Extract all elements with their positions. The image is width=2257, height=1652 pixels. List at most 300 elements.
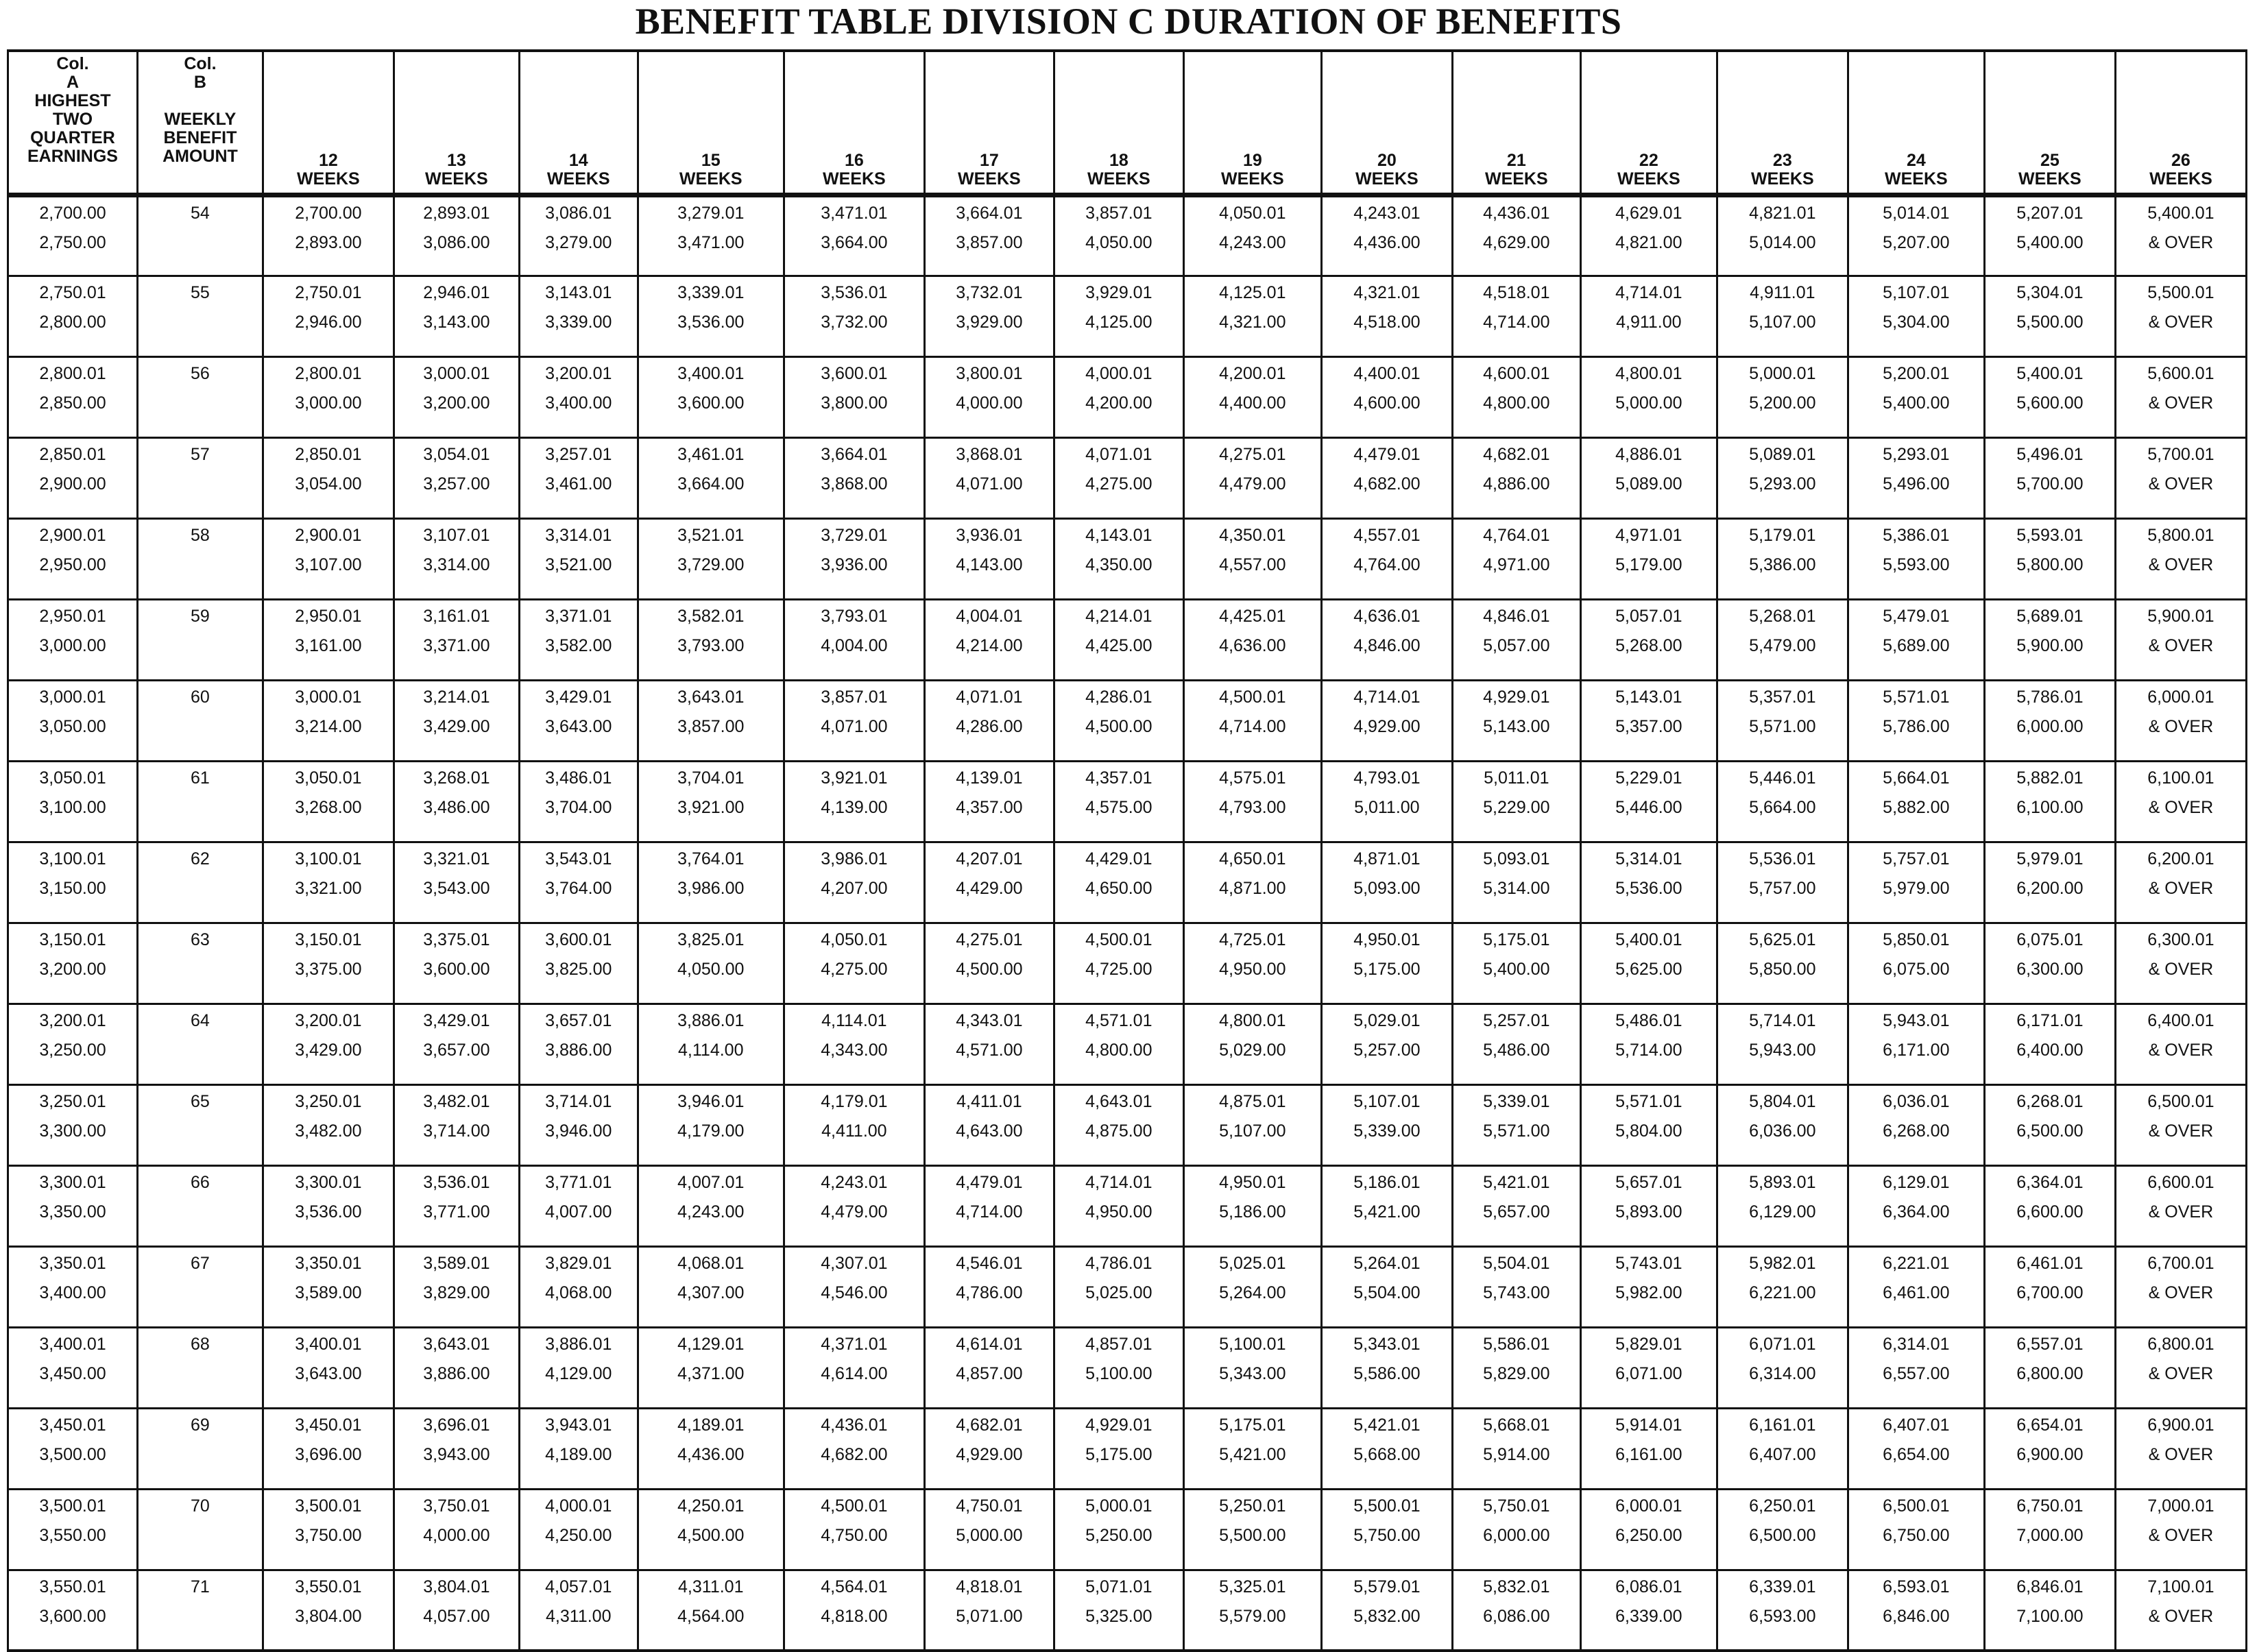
range-high: 3,086.00	[423, 232, 490, 252]
range-high: 5,207.00	[1883, 232, 1950, 252]
range-high: 3,868.00	[821, 474, 888, 494]
weeks-range-cell	[924, 437, 1054, 518]
range-low: 3,771.01	[545, 1172, 612, 1192]
range-low: 3,350.01	[295, 1253, 362, 1273]
range-high: 5,421.00	[1353, 1202, 1421, 1222]
weeks-range-cell	[1183, 195, 1321, 276]
weeks-range-cell	[2115, 518, 2246, 599]
range-high: 4,821.00	[1615, 232, 1682, 252]
range-low: 6,700.01	[2147, 1253, 2214, 1273]
weekly-benefit-amount-cell	[137, 599, 263, 680]
week-number: 21	[1506, 150, 1526, 170]
weeks-range-cell	[1054, 518, 1183, 599]
range-low: 4,682.01	[1483, 444, 1550, 464]
weeks-range-cell	[1984, 1246, 2115, 1327]
range-low: 4,650.01	[1219, 849, 1286, 868]
earnings-low: 2,750.01	[39, 282, 106, 302]
range-low: 5,057.01	[1615, 606, 1682, 626]
weeks-range-cell	[1452, 761, 1580, 842]
range-low: 3,857.01	[821, 687, 888, 707]
weekly-benefit-amount-cell	[137, 842, 263, 923]
range-high: 6,364.00	[1883, 1202, 1950, 1222]
range-low: 2,700.00	[295, 203, 362, 223]
week-number: 16	[844, 150, 864, 170]
range-high: 5,229.00	[1483, 797, 1550, 817]
range-high: 5,107.00	[1749, 312, 1816, 332]
range-high: 5,268.00	[1615, 635, 1682, 655]
weeks-range-cell	[1580, 842, 1717, 923]
range-high: 4,929.00	[956, 1444, 1023, 1464]
highest-quarter-earnings-cell	[8, 1165, 138, 1246]
range-low: 4,200.01	[1219, 363, 1286, 383]
range-high: 2,946.00	[295, 312, 362, 332]
range-high: 3,986.00	[677, 878, 745, 898]
range-high: 5,107.00	[1219, 1121, 1286, 1141]
weeks-range-cell	[1183, 761, 1321, 842]
range-high: 6,075.00	[1883, 959, 1950, 979]
range-high: 5,943.00	[1749, 1040, 1816, 1060]
range-low: 6,221.01	[1883, 1253, 1950, 1273]
weekly-benefit-amount-cell	[137, 276, 263, 356]
weekly-benefit-amount-cell	[137, 1570, 263, 1651]
weeks-range-cell	[394, 680, 519, 761]
range-low: 5,750.01	[1483, 1496, 1550, 1516]
range-high: 3,643.00	[295, 1363, 362, 1383]
range-low: 4,714.01	[1353, 687, 1421, 707]
weeks-range-cell	[924, 356, 1054, 437]
weeks-range-cell	[1183, 356, 1321, 437]
range-low: 4,479.01	[956, 1172, 1023, 1192]
weeks-range-cell	[1452, 1084, 1580, 1165]
range-high: 4,050.00	[677, 959, 745, 979]
weeks-range-cell	[519, 1408, 638, 1489]
earnings-high: 3,150.00	[39, 878, 106, 898]
weeks-range-cell	[1580, 761, 1717, 842]
weekly-benefit-amount: 63	[191, 930, 210, 949]
weeks-range-cell	[1717, 276, 1848, 356]
earnings-high: 2,850.00	[39, 393, 106, 413]
earnings-high: 3,300.00	[39, 1121, 106, 1141]
range-low: 5,421.01	[1483, 1172, 1550, 1192]
week-number: 19	[1242, 150, 1262, 170]
range-high: 5,982.00	[1615, 1283, 1682, 1302]
weeks-range-cell	[1848, 923, 1984, 1004]
range-low: 3,250.01	[295, 1091, 362, 1111]
range-high: 4,714.00	[956, 1202, 1023, 1222]
range-low: 3,936.01	[956, 525, 1023, 545]
weeks-range-cell	[1321, 1408, 1452, 1489]
range-low: 3,857.01	[1085, 203, 1152, 223]
range-high: 4,000.00	[423, 1525, 490, 1545]
weeks-column-header	[1183, 51, 1321, 195]
range-high: 6,500.00	[2016, 1121, 2084, 1141]
range-low: 4,714.01	[1615, 282, 1682, 302]
range-high: 6,314.00	[1749, 1363, 1816, 1383]
range-low: 5,400.01	[1615, 930, 1682, 949]
weeks-range-cell	[924, 923, 1054, 1004]
range-high: 5,664.00	[1749, 797, 1816, 817]
range-low: 4,950.01	[1219, 1172, 1286, 1192]
weeks-range-cell	[1321, 195, 1452, 276]
range-high: 3,857.00	[677, 716, 745, 736]
range-low: 6,200.01	[2147, 849, 2214, 868]
range-high: 4,350.00	[1085, 555, 1152, 574]
range-high: 3,400.00	[545, 393, 612, 413]
highest-quarter-earnings-cell	[8, 195, 138, 276]
range-high: 4,636.00	[1219, 635, 1286, 655]
range-high: 5,400.00	[1483, 959, 1550, 979]
range-high: 3,107.00	[295, 555, 362, 574]
weeks-label: WEEKS	[1355, 169, 1419, 189]
weeks-label: WEEKS	[1087, 169, 1150, 189]
weeks-range-cell	[1848, 1570, 1984, 1651]
range-low: 5,600.01	[2147, 363, 2214, 383]
range-low: 5,979.01	[2016, 849, 2084, 868]
range-high: 5,175.00	[1353, 959, 1421, 979]
range-low: 6,407.01	[1883, 1415, 1950, 1435]
range-high: 4,564.00	[677, 1606, 745, 1626]
range-high: 3,339.00	[545, 312, 612, 332]
range-low: 4,004.01	[956, 606, 1023, 626]
range-low: 4,189.01	[677, 1415, 745, 1435]
weekly-benefit-amount-cell	[137, 923, 263, 1004]
col-a-header	[8, 51, 138, 195]
weeks-range-cell	[638, 1084, 784, 1165]
range-low: 3,371.01	[545, 606, 612, 626]
range-high: 5,093.00	[1353, 878, 1421, 898]
range-high: & OVER	[2148, 1040, 2214, 1060]
range-low: 6,086.01	[1615, 1577, 1682, 1596]
range-high: 7,100.00	[2016, 1606, 2084, 1626]
weeks-range-cell	[1054, 356, 1183, 437]
range-low: 3,589.01	[423, 1253, 490, 1273]
weeks-range-cell	[519, 842, 638, 923]
range-high: 6,250.00	[1615, 1525, 1682, 1545]
weeks-range-cell	[1717, 923, 1848, 1004]
range-high: 4,643.00	[956, 1121, 1023, 1141]
weeks-range-cell	[1848, 1489, 1984, 1570]
weeks-range-cell	[519, 1570, 638, 1651]
week-number: 13	[446, 150, 466, 170]
range-high: 5,829.00	[1483, 1363, 1550, 1383]
weekly-benefit-amount-cell	[137, 1408, 263, 1489]
range-high: 4,068.00	[545, 1283, 612, 1302]
weeks-range-cell	[1848, 1084, 1984, 1165]
earnings-low: 3,150.01	[39, 930, 106, 949]
weekly-benefit-amount: 58	[191, 525, 210, 545]
range-low: 5,668.01	[1483, 1415, 1550, 1435]
range-low: 5,914.01	[1615, 1415, 1682, 1435]
weeks-range-cell	[394, 518, 519, 599]
weeks-range-cell	[1054, 195, 1183, 276]
header-label-line: TWO	[52, 110, 93, 129]
range-low: 3,429.01	[545, 687, 612, 707]
highest-quarter-earnings-cell	[8, 276, 138, 356]
range-high: 5,179.00	[1615, 555, 1682, 574]
weeks-column-header	[1580, 51, 1717, 195]
weeks-range-cell	[1321, 1084, 1452, 1165]
range-low: 5,943.01	[1883, 1010, 1950, 1030]
range-low: 3,107.01	[423, 525, 490, 545]
range-low: 3,536.01	[423, 1172, 490, 1192]
range-low: 5,800.01	[2147, 525, 2214, 545]
range-low: 4,600.01	[1483, 363, 1550, 383]
weeks-range-cell	[1054, 437, 1183, 518]
range-high: 5,479.00	[1749, 635, 1816, 655]
range-high: 2,893.00	[295, 232, 362, 252]
weeks-range-cell	[1717, 518, 1848, 599]
highest-quarter-earnings-cell	[8, 923, 138, 1004]
range-high: 5,804.00	[1615, 1121, 1682, 1141]
range-low: 4,500.01	[1085, 930, 1152, 949]
weeks-range-cell	[924, 599, 1054, 680]
range-low: 4,243.01	[1353, 203, 1421, 223]
range-low: 4,725.01	[1219, 930, 1286, 949]
range-low: 3,161.01	[423, 606, 490, 626]
table-row	[8, 842, 2247, 923]
weekly-benefit-amount: 70	[191, 1496, 210, 1516]
range-low: 3,750.01	[423, 1496, 490, 1516]
weeks-range-cell	[924, 195, 1054, 276]
range-high: 6,557.00	[1883, 1363, 1950, 1383]
weeks-range-cell	[1452, 437, 1580, 518]
range-low: 5,829.01	[1615, 1334, 1682, 1354]
weeks-range-cell	[519, 1084, 638, 1165]
table-row	[8, 761, 2247, 842]
range-high: 3,521.00	[545, 555, 612, 574]
range-high: 4,436.00	[1353, 232, 1421, 252]
range-low: 4,875.01	[1219, 1091, 1286, 1111]
range-low: 4,071.01	[956, 687, 1023, 707]
range-low: 3,600.01	[821, 363, 888, 383]
range-low: 4,764.01	[1483, 525, 1550, 545]
table-header	[8, 51, 2247, 195]
range-low: 4,950.01	[1353, 930, 1421, 949]
range-high: 5,850.00	[1749, 959, 1816, 979]
earnings-low: 3,250.01	[39, 1091, 106, 1111]
range-high: 3,764.00	[545, 878, 612, 898]
range-high: 3,943.00	[423, 1444, 490, 1464]
range-low: 3,600.01	[545, 930, 612, 949]
weeks-range-cell	[1183, 1165, 1321, 1246]
weeks-range-cell	[519, 437, 638, 518]
weeks-range-cell	[2115, 761, 2246, 842]
range-high: 5,250.00	[1085, 1525, 1152, 1545]
range-low: 3,714.01	[545, 1091, 612, 1111]
range-low: 4,436.01	[821, 1415, 888, 1435]
weeks-range-cell	[1452, 1165, 1580, 1246]
range-low: 5,186.01	[1353, 1172, 1421, 1192]
weekly-benefit-amount: 68	[191, 1334, 210, 1354]
range-high: 4,714.00	[1219, 716, 1286, 736]
range-low: 6,000.01	[2147, 687, 2214, 707]
weeks-range-cell	[1984, 680, 2115, 761]
range-high: & OVER	[2148, 1363, 2214, 1383]
earnings-high: 3,400.00	[39, 1283, 106, 1302]
range-high: 5,625.00	[1615, 959, 1682, 979]
weeks-range-cell	[1848, 195, 1984, 276]
range-high: 3,643.00	[545, 716, 612, 736]
range-high: & OVER	[2148, 1606, 2214, 1626]
range-high: 3,704.00	[545, 797, 612, 817]
range-high: 6,900.00	[2016, 1444, 2084, 1464]
range-high: 5,689.00	[1883, 635, 1950, 655]
range-high: 4,764.00	[1353, 555, 1421, 574]
range-low: 2,800.01	[295, 363, 362, 383]
weekly-benefit-amount: 59	[191, 606, 210, 626]
range-low: 3,521.01	[677, 525, 745, 545]
range-low: 6,900.01	[2147, 1415, 2214, 1435]
highest-quarter-earnings-cell	[8, 1489, 138, 1570]
weeks-range-cell	[1054, 1084, 1183, 1165]
weeks-range-cell	[1452, 1408, 1580, 1489]
range-low: 6,250.01	[1749, 1496, 1816, 1516]
earnings-low: 3,400.01	[39, 1334, 106, 1354]
range-high: 5,339.00	[1353, 1121, 1421, 1141]
weekly-benefit-amount-cell	[137, 518, 263, 599]
range-high: 6,171.00	[1883, 1040, 1950, 1060]
range-low: 4,068.01	[677, 1253, 745, 1273]
range-high: 3,321.00	[295, 878, 362, 898]
range-high: 5,175.00	[1085, 1444, 1152, 1464]
earnings-low: 3,350.01	[39, 1253, 106, 1273]
range-high: 4,614.00	[821, 1363, 888, 1383]
weeks-range-cell	[1183, 1327, 1321, 1408]
range-high: 3,732.00	[821, 312, 888, 332]
range-high: 5,893.00	[1615, 1202, 1682, 1222]
weeks-range-cell	[1054, 680, 1183, 761]
earnings-high: 3,200.00	[39, 959, 106, 979]
range-low: 3,000.01	[423, 363, 490, 383]
range-low: 5,179.01	[1749, 525, 1816, 545]
weeks-range-cell	[263, 1084, 394, 1165]
range-low: 5,025.01	[1219, 1253, 1286, 1273]
range-high: & OVER	[2148, 312, 2214, 332]
weeks-range-cell	[1054, 1570, 1183, 1651]
header-row	[8, 51, 2247, 195]
header-label-line: Col.	[56, 54, 89, 73]
table-row	[8, 437, 2247, 518]
weeks-range-cell	[1054, 1246, 1183, 1327]
range-high: 5,500.00	[2016, 312, 2084, 332]
range-low: 4,750.01	[956, 1496, 1023, 1516]
range-high: & OVER	[2148, 878, 2214, 898]
range-high: 5,750.00	[1353, 1525, 1421, 1545]
weeks-range-cell	[1452, 599, 1580, 680]
range-high: 3,268.00	[295, 797, 362, 817]
range-low: 6,171.01	[2016, 1010, 2084, 1030]
weeks-range-cell	[1580, 195, 1717, 276]
weeks-range-cell	[1848, 1327, 1984, 1408]
weeks-range-cell	[263, 599, 394, 680]
weeks-range-cell	[519, 1004, 638, 1084]
range-low: 3,339.01	[677, 282, 745, 302]
range-low: 5,175.01	[1483, 930, 1550, 949]
range-high: 3,946.00	[545, 1121, 612, 1141]
weeks-range-cell	[2115, 1570, 2246, 1651]
range-low: 4,311.01	[678, 1577, 744, 1596]
weekly-benefit-amount-cell	[137, 1084, 263, 1165]
range-low: 3,657.01	[545, 1010, 612, 1030]
weeks-range-cell	[1452, 1246, 1580, 1327]
weekly-benefit-amount: 67	[191, 1253, 210, 1273]
weeks-range-cell	[1717, 1165, 1848, 1246]
weekly-benefit-amount-cell	[137, 1004, 263, 1084]
weeks-range-cell	[263, 1165, 394, 1246]
range-low: 4,371.01	[821, 1334, 888, 1354]
weeks-label: WEEKS	[1221, 169, 1284, 189]
weeks-range-cell	[1717, 1004, 1848, 1084]
weeks-range-cell	[2115, 1165, 2246, 1246]
weekly-benefit-amount-cell	[137, 1327, 263, 1408]
table-row	[8, 356, 2247, 437]
range-low: 5,500.01	[1353, 1496, 1421, 1516]
weeks-range-cell	[1452, 1570, 1580, 1651]
weeks-range-cell	[784, 356, 924, 437]
weeks-range-cell	[1984, 1084, 2115, 1165]
range-high: 4,875.00	[1085, 1121, 1152, 1141]
range-low: 5,657.01	[1615, 1172, 1682, 1192]
weeks-range-cell	[924, 1246, 1054, 1327]
range-high: & OVER	[2148, 232, 2214, 252]
range-low: 6,846.01	[2016, 1577, 2084, 1596]
range-low: 2,893.01	[423, 203, 490, 223]
weeks-range-cell	[1984, 842, 2115, 923]
earnings-low: 3,000.01	[39, 687, 106, 707]
range-low: 5,850.01	[1883, 930, 1950, 949]
range-low: 4,321.01	[1353, 282, 1421, 302]
weeks-range-cell	[2115, 1084, 2246, 1165]
range-low: 3,543.01	[545, 849, 612, 868]
range-low: 5,882.01	[2016, 768, 2084, 788]
range-high: 3,429.00	[295, 1040, 362, 1060]
range-high: 5,786.00	[1883, 716, 1950, 736]
range-high: 5,757.00	[1749, 878, 1816, 898]
range-low: 5,625.01	[1749, 930, 1816, 949]
range-low: 4,139.01	[956, 768, 1023, 788]
range-low: 5,175.01	[1219, 1415, 1286, 1435]
range-high: 4,000.00	[956, 393, 1023, 413]
weeks-range-cell	[263, 518, 394, 599]
range-low: 4,114.01	[821, 1010, 887, 1030]
weeks-range-cell	[1452, 680, 1580, 761]
range-high: 4,950.00	[1219, 959, 1286, 979]
range-high: 5,700.00	[2016, 474, 2084, 494]
range-low: 4,929.01	[1085, 1415, 1152, 1435]
weeks-label: WEEKS	[1484, 169, 1548, 189]
range-high: 5,979.00	[1883, 878, 1950, 898]
weeks-range-cell	[519, 599, 638, 680]
range-low: 5,250.01	[1219, 1496, 1286, 1516]
range-high: 6,593.00	[1749, 1606, 1816, 1626]
range-low: 6,000.01	[1615, 1496, 1682, 1516]
range-low: 3,886.01	[677, 1010, 745, 1030]
range-low: 5,207.01	[2016, 203, 2084, 223]
range-high: 6,129.00	[1749, 1202, 1816, 1222]
weeks-range-cell	[1580, 680, 1717, 761]
range-low: 4,643.01	[1085, 1091, 1152, 1111]
range-high: 6,600.00	[2016, 1202, 2084, 1222]
range-low: 6,100.01	[2147, 768, 2214, 788]
weeks-range-cell	[1984, 518, 2115, 599]
range-low: 3,943.01	[545, 1415, 612, 1435]
range-low: 3,536.01	[821, 282, 888, 302]
range-high: 4,307.00	[677, 1283, 745, 1302]
weeks-range-cell	[924, 1570, 1054, 1651]
weeks-range-cell	[784, 195, 924, 276]
range-low: 5,264.01	[1353, 1253, 1421, 1273]
range-high: 4,714.00	[1483, 312, 1550, 332]
